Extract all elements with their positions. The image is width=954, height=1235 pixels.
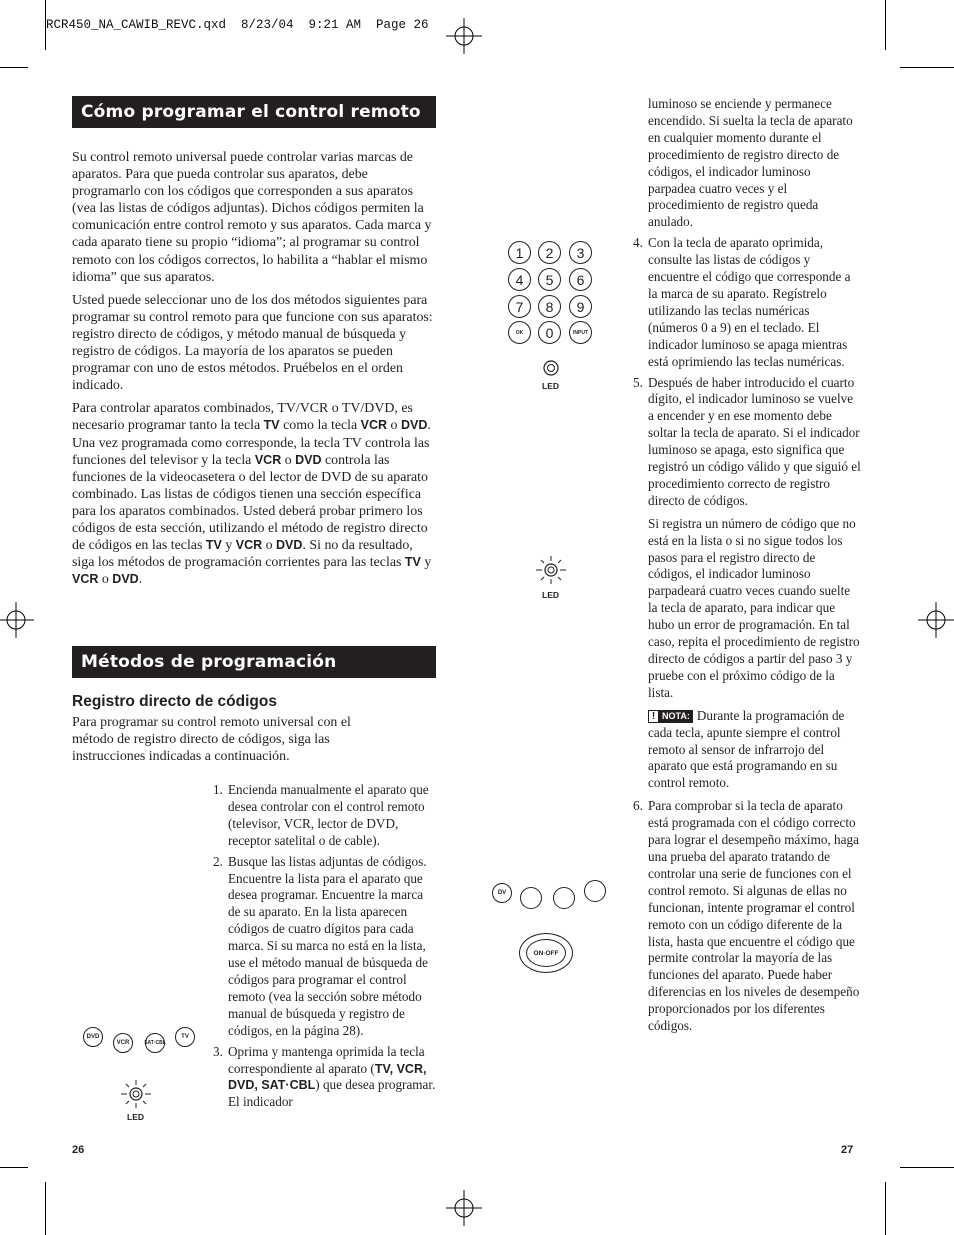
intro-paragraph: Su control remoto universal puede controlar varias marcas de aparatos. Para que pueda controlar sus aparatos, debe programarlo con los códigos que corresponden a sus aparatos (vea las listas de códigos adjuntas). Dichos códigos permiten la comunicación entre control remoto y sus aparatos. Cada marca y cada aparato tiene su propio “idioma”; al programar su control remoto con los códigos correctos, lo habilita a “hablar el mismo idioma” que sus aparatos. [72, 150, 432, 285]
vcr-key-icon: VCR [113, 1033, 133, 1053]
led-label: LED [127, 1112, 144, 1122]
led-label: LED [542, 590, 559, 600]
round-button-icon [584, 880, 606, 902]
step-item: 3. Oprima y mantenga oprimida la tecla correspondiente al aparato (TV, VCR, DVD, SAT·CBL) que desea programar. El indicador [213, 1043, 436, 1110]
step-item: 1. Encienda manualmente el aparato que desea controlar con el control remoto (televisor, VCR, lector de DVD, receptor satelital o de cable). [213, 782, 429, 848]
step-item: 4. Con la tecla de aparato oprimida, consulte las listas de códigos y encuentre el código que corresponde a la marca de su aparato. Regístrelo utilizando las teclas numéricas (números 0 a 9) en el teclado. El indicador luminoso se apaga mientras está oprimiendo las teclas numéricas. [633, 235, 851, 369]
digit-9-key-icon: 9 [569, 295, 592, 318]
note-badge: ! NOTA: [648, 710, 693, 723]
steps-list-left [213, 782, 438, 1115]
page-number-left: 26 [72, 1144, 85, 1156]
digit-6-key-icon: 6 [569, 268, 592, 291]
digit-1-key-icon: 1 [508, 241, 531, 264]
dv-key-icon: DV [492, 883, 512, 903]
step-item: 5. Después de haber introducido el cuarto dígito, el indicador luminoso se vuelve a encender y en ese momento debe soltar la tecla de aparato. Si el indicador luminoso se apaga, esto significa que registró un código válido y que siguió el procedimiento correcto de registro directo de códigos. [633, 374, 861, 508]
combo-paragraph: Para controlar aparatos combinados, TV/VCR o TV/DVD, es necesario programar tanto la tecla TV como la tecla VCR o DVD. Una vez programada como corresponde, la tecla TV controla las funciones del televisor y la tecla VCR o DVD controla las funciones de la videocasetera o del lector de DVD de su aparato combinado. Las listas de códigos tienen una sección específica para los aparatos combinados. Usted deberá probar primero los códigos de esta sección, utilizando el método de registro directo de códigos en las teclas TV y VCR o DVD. Si no da resultado, siga los métodos de programación corrientes para las teclas TV y VCR o DVD. [72, 401, 432, 588]
page-number-right: 27 [841, 1144, 854, 1156]
direct-intro: Para programar su control remoto universal con el método de registro directo de códigos, siga las instrucciones indicadas a continuación. [72, 715, 351, 765]
round-button-icon [520, 887, 542, 909]
crop-mark [45, 1182, 46, 1235]
crop-mark [0, 67, 28, 68]
digit-0-key-icon: 0 [538, 321, 561, 344]
step-item: 2. Busque las listas adjuntas de códigos. Encuentre la lista para el aparato que desea programar. Encuentre la marca de su aparato. En la lista aparecen códigos de cuatro dígitos para cada marca. Si su marca no está en la lista, use el método manual de búsqueda de códigos para programar el control remoto (vea la sección sobre método manual de búsqueda y registro de códigos, en la página 28). [213, 853, 428, 1038]
ok-key-icon: OK [508, 321, 531, 344]
crop-mark [900, 1167, 954, 1168]
section-banner-methods: Métodos de programación [72, 646, 436, 678]
digit-4-key-icon: 4 [508, 268, 531, 291]
invalid-code-paragraph: Si registra un número de código que no está en la lista o si no sigue todos los pasos para el registro directo de códigos, el indicador luminoso parpadeará cuatro veces cuando suelte la tecla de aparato, para indicar que hubo un error de programación. En tal caso, repita el procedimiento de registro directo de códigos a partir del paso 3 y pruebe con el próximo código de la lista. [648, 515, 860, 700]
input-key-icon: INPUT [569, 321, 592, 344]
led-off-icon [540, 357, 562, 379]
step-item: 6. Para comprobar si la tecla de aparato está programada con el código correcto para lograr el desempeño máximo, haga una prueba del aparato tratando de controlar una serie de funciones con el control remoto. Si algunas de ellas no funcionan, intente programar el control remoto con un código diferente de la lista, hasta que encuentre el código que permite controlar la mayoría de las funciones del aparato. Puede haber diferencias en los niveles de desempeño proporcionados por los diferentes códigos. [633, 798, 860, 1034]
subheading-direct-entry: Registro directo de códigos [72, 693, 277, 710]
intro-paragraph: Usted puede seleccionar uno de los dos métodos siguientes para programar su control remoto para que funcione con sus aparatos: registro directo de códigos, y método manual de búsqueda y registro de códigos. La mayoría de los aparatos se pueden programar con uno de estos métodos. Pruébelos en el orden indicado. [72, 292, 433, 394]
section-banner-programming: Cómo programar el control remoto [72, 96, 436, 128]
registration-mark-icon [0, 602, 34, 638]
round-button-icon [553, 887, 575, 909]
intro-text [72, 149, 438, 594]
registration-mark-icon [918, 602, 954, 638]
step3-continuation: luminoso se enciende y permanece encendido. Si suelta la tecla de aparato en cualquier momento durante el procedimiento de registro directo de códigos, el indicador luminoso parpadea cuatro veces y el procedimiento de registro queda anulado. [648, 96, 853, 230]
digit-2-key-icon: 2 [538, 241, 561, 264]
digit-8-key-icon: 8 [538, 295, 561, 318]
crop-mark [0, 1167, 28, 1168]
on-off-inner-icon: ON·OFF [526, 939, 566, 967]
led-lit-icon [119, 1078, 153, 1110]
tv-key-icon: TV [175, 1027, 195, 1047]
led-lit-icon [534, 554, 568, 586]
registration-mark-icon [446, 18, 482, 54]
crop-mark [45, 0, 46, 50]
digit-5-key-icon: 5 [538, 268, 561, 291]
right-column-text [633, 96, 861, 1039]
crop-mark [885, 0, 886, 50]
dvd-key-icon: DVD [83, 1027, 103, 1047]
note-paragraph: ! NOTA: Durante la programación de cada tecla, apunte siempre el control remoto al sensor de infrarrojo del aparato que está programando en su control remoto. [648, 707, 845, 791]
warning-icon: ! [648, 710, 659, 723]
crop-mark [900, 67, 954, 68]
crop-mark [885, 1182, 886, 1235]
registration-mark-icon [446, 1190, 482, 1226]
sat-cbl-key-icon: SAT·CBL [145, 1033, 165, 1053]
print-slug: RCR450_NA_CAWIB_REVC.qxd 8/23/04 9:21 AM Page 26 [46, 18, 429, 32]
led-label: LED [542, 381, 559, 391]
on-off-button-icon [519, 933, 573, 973]
digit-7-key-icon: 7 [508, 295, 531, 318]
digit-3-key-icon: 3 [569, 241, 592, 264]
